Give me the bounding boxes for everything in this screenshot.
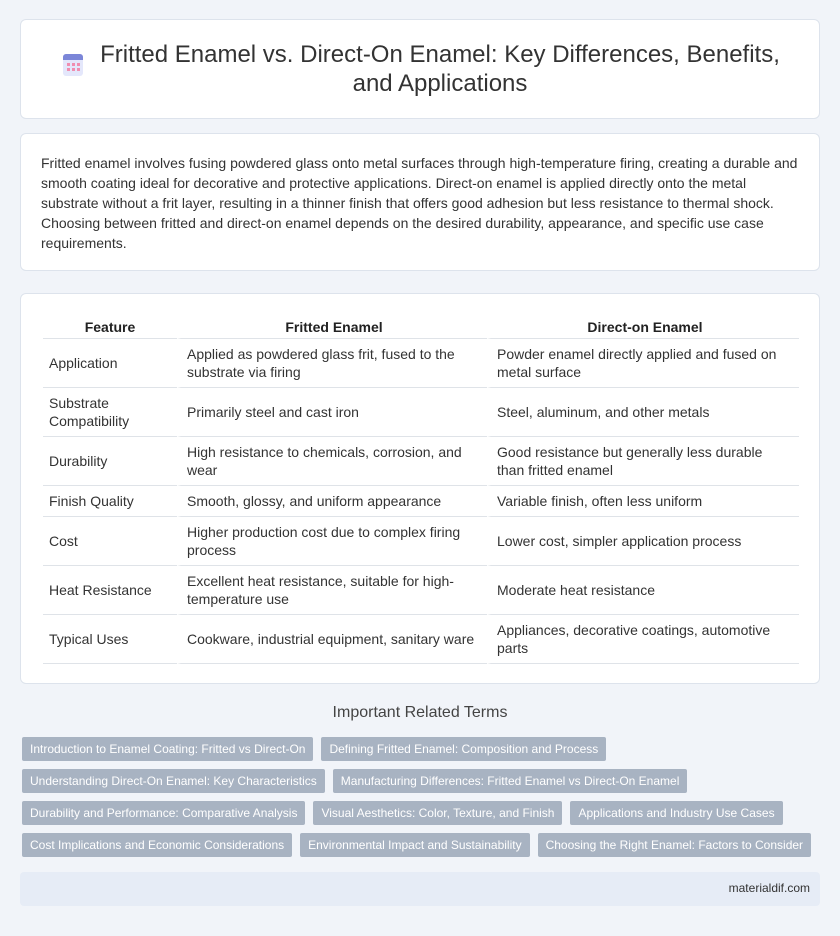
- table-cell-direct-on: Steel, aluminum, and other metals: [487, 388, 799, 437]
- footer: [20, 872, 820, 906]
- table-header-row: [43, 310, 799, 339]
- tag-row: [22, 833, 822, 857]
- related-term-tag[interactable]: Understanding Direct-On Enamel: Key Characteristics: [22, 769, 325, 793]
- tag-row: [22, 737, 822, 761]
- table-cell-feature: Durability: [43, 437, 177, 486]
- table-row: [43, 339, 799, 388]
- table-cell-fritted: High resistance to chemicals, corrosion, and wear: [177, 437, 487, 486]
- table-cell-fritted: Excellent heat resistance, suitable for high-temperature use: [177, 566, 487, 615]
- column-header-feature: Feature: [43, 310, 177, 339]
- page-title: Fritted Enamel vs. Direct-On Enamel: Key Differences, Benefits, and Applications: [100, 41, 780, 97]
- tag-row: [22, 801, 822, 825]
- table-cell-direct-on: Lower cost, simpler application process: [487, 517, 799, 566]
- related-term-tag[interactable]: Cost Implications and Economic Considerations: [22, 833, 292, 857]
- table-cell-feature: Substrate Compatibility: [43, 388, 177, 437]
- table-row: [43, 566, 799, 615]
- table-cell-fritted: Smooth, glossy, and uniform appearance: [177, 486, 487, 517]
- column-header-direct-on: Direct-on Enamel: [487, 310, 799, 339]
- table-cell-feature: Application: [43, 339, 177, 388]
- related-terms-heading: Important Related Terms: [332, 704, 508, 721]
- table-cell-direct-on: Variable finish, often less uniform: [487, 486, 799, 517]
- related-term-tag[interactable]: Durability and Performance: Comparative Analysis: [22, 801, 305, 825]
- document-icon: [60, 52, 86, 78]
- tag-row: [22, 769, 822, 793]
- table-cell-fritted: Primarily steel and cast iron: [177, 388, 487, 437]
- table-cell-direct-on: Moderate heat resistance: [487, 566, 799, 615]
- table-cell-direct-on: Powder enamel directly applied and fused on metal surface: [487, 339, 799, 388]
- table-row: [43, 437, 799, 486]
- table-cell-feature: Heat Resistance: [43, 566, 177, 615]
- table-row: [43, 615, 799, 664]
- comparison-table-card: [20, 293, 820, 684]
- column-header-fritted: Fritted Enamel: [177, 310, 487, 339]
- table-cell-direct-on: Good resistance but generally less durable than fritted enamel: [487, 437, 799, 486]
- table-cell-feature: Cost: [43, 517, 177, 566]
- related-term-tag[interactable]: Manufacturing Differences: Fritted Enamel vs Direct-On Enamel: [333, 769, 688, 793]
- related-term-tag[interactable]: Visual Aesthetics: Color, Texture, and Finish: [313, 801, 562, 825]
- table-cell-feature: Finish Quality: [43, 486, 177, 517]
- related-term-tag[interactable]: Applications and Industry Use Cases: [570, 801, 782, 825]
- related-term-tag[interactable]: Introduction to Enamel Coating: Fritted vs Direct-On: [22, 737, 313, 761]
- related-term-tag[interactable]: Defining Fritted Enamel: Composition and Process: [321, 737, 606, 761]
- comparison-table: [43, 310, 799, 664]
- related-term-tag[interactable]: Environmental Impact and Sustainability: [300, 833, 529, 857]
- table-row: [43, 388, 799, 437]
- related-term-tag[interactable]: Choosing the Right Enamel: Factors to Consider: [538, 833, 811, 857]
- header-card: [20, 19, 820, 119]
- table-cell-fritted: Applied as powdered glass frit, fused to the substrate via firing: [177, 339, 487, 388]
- table-row: [43, 517, 799, 566]
- table-cell-direct-on: Appliances, decorative coatings, automotive parts: [487, 615, 799, 664]
- intro-card: [20, 133, 820, 271]
- table-cell-fritted: Cookware, industrial equipment, sanitary ware: [177, 615, 487, 664]
- table-cell-feature: Typical Uses: [43, 615, 177, 664]
- intro-paragraph: Fritted enamel involves fusing powdered glass onto metal surfaces through high-temperature firing, creating a durable and smooth coating ideal for decorative and protective applications. Direct-on enamel is applied directly onto the metal substrate without a frit layer, resulting in a thinner finish that offers good adhesion but less resistance to thermal shock. Choosing between fritted and direct-on enamel depends on the desired durability, appearance, and specific use case requirements.: [41, 155, 798, 251]
- related-terms-list: [22, 737, 822, 865]
- table-cell-fritted: Higher production cost due to complex firing process: [177, 517, 487, 566]
- footer-site-link[interactable]: materialdif.com: [728, 881, 810, 895]
- table-row: [43, 486, 799, 517]
